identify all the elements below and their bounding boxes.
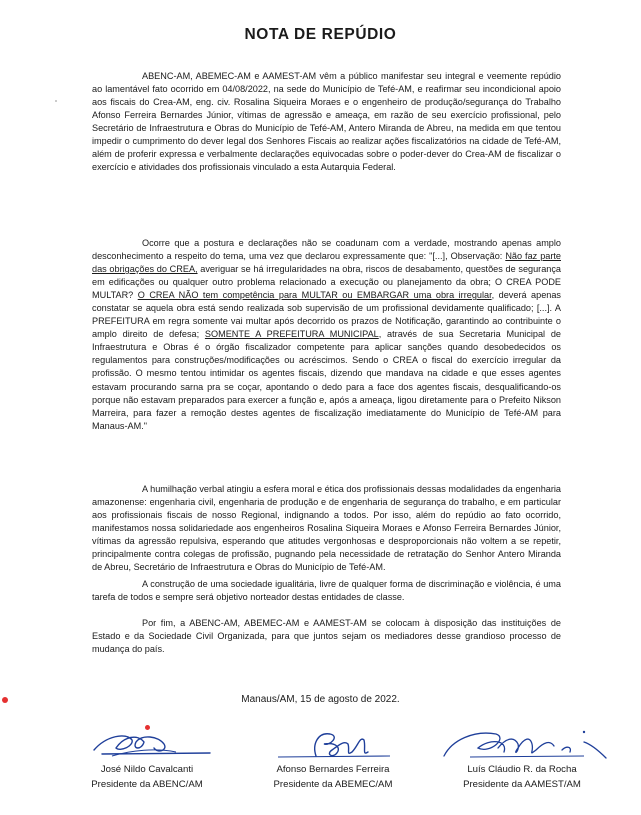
signature-block-3 — [434, 726, 610, 792]
handwritten-signature-1 — [72, 726, 222, 762]
signatory-role-3: Presidente da AAMEST/AM — [463, 779, 581, 790]
signatory-role-1: Presidente da ABENC/AM — [91, 779, 203, 790]
underline-not-crea-obligation: Não faz parte das obrigações do CREA, — [92, 251, 561, 275]
signature-block-2 — [258, 726, 408, 792]
handwritten-signature-3 — [434, 726, 610, 762]
signature-block-1 — [72, 726, 222, 792]
document-date: Manaus/AM, 15 de agosto de 2022. — [241, 694, 400, 705]
signatory-name-1: José Nildo Cavalcanti — [100, 764, 194, 775]
paragraph-1: ABENC-AM, ABEMEC-AM e AAMEST-AM vêm a público manifestar seu integral e veemente repúdio ao lamentável fato ocorrido em 04/08/2022, na sede do Município de Tefé-AM, e reafirmar seu incondicional apoio aos fiscais do Crea-AM, eng. civ. Rosalina Siqueira Moraes e o engenheiro de produção/segurança do Trabalho Afonso Ferreira Bernardes Júnior, vítimas de agressão e ameaça, em razão de seu exercício profissional, pelo Secretário de Infraestrutura e Obras do Município de Tefé-AM, Antero Miranda de Abreu, na medida em que tentou impedir o cumprimento do dever legal dos Senhores Fiscais ao realizar ações fiscalizatórios na cidade de Tefé-AM, além de proferir expressa e verbalmente declarações equivocadas sobre o poder-dever do Crea-AM de fiscalizar o exercício e atividades dos profissionais vinculado a esta Autarquia Federal. — [92, 71, 561, 173]
signatory-name-3: Luís Cláudio R. da Rocha — [467, 764, 577, 775]
paragraph-3: A humilhação verbal atingiu a esfera moral e ética dos profissionais dessas modalidades da engenharia amazonense: engenharia civil, engenharia de produção e de engenharia de segurança do trabalho, e em particular aos profissionais fiscais de nosso Regional, indignando a todos. Por isso, além do repúdio ao fato ocorrido, manifestamos nossa solidariedade aos engenheiros Rosalina Siqueira Moraes e Afonso Ferreira Bernardes Júnior, vítimas da agressão repulsiva, esperando que atitudes vergonhosas e desproporcionais não voltem a se repetir, principalmente contra colegas de profissão, pugnando pela necessidade de retratação do Senhor Antero Miranda de Abreu, Secretário de Infraestrutura e Obras do Município de Tefé-AM. — [92, 484, 561, 573]
signatory-name-2: Afonso Bernardes Ferreira — [276, 764, 390, 775]
handwritten-signature-2 — [258, 726, 408, 762]
document-title: NOTA DE REPÚDIO — [244, 26, 397, 43]
paragraph-2-text-3: , deverá apenas constatar se aquela obra está sendo realizada sob supervisão de um profissional devidamente qualificado; [...]. A PREFEITURA em regra somente vai multar após decorrido os prazos de Notificação, garantindo ao contribuinte o amplo direito de defesa; — [92, 290, 561, 340]
underline-only-prefeitura: SOMENTE A PREFEITURA MUNICIPAL — [204, 329, 379, 340]
paragraph-2-text-1: Ocorre que a postura e declarações não se coadunam com a verdade, mostrando apenas amplo desconhecimento a respeito do tema, uma vez que declarou expressamente que: "[...], Observação: — [92, 238, 561, 262]
paragraph-2 — [92, 237, 561, 433]
paragraph-5: Por fim, a ABENC-AM, ABEMEC-AM e AAMEST-AM se colocam à disposição das instituições de Estado e da Sociedade Civil Organizada, para que juntos sejam os mediadores desse grandioso processo de mudança do país. — [92, 618, 561, 655]
scan-speck — [55, 100, 57, 102]
paragraph-2-text-4: , através de sua Secretaria Municipal de Infraestrutura e Obras é o órgão fiscalizador competente para aplicar sanções quando desobedecidos os regulamentos para construções/modificações ou acréscimos. Sendo o CREA o fiscal do exercício irregular da profissão. O mesmo tentou intimidar os agentes fiscais, dizendo que mandava na cidade e que esses agentes estavam procurando sarna pra se coçar, apontando o dedo para a face dos agentes fiscais, desqualificando-os porque não estavam preparados para exercer a função e, após a ameaça, ligou diretamente para o Prefeito Nikson Marreira, para fazer a remoção destes agentes de fiscalização imediatamente do Município de Tefé-AM para Manaus-AM." — [92, 329, 562, 431]
red-mark-signature — [145, 725, 150, 730]
paragraph-2-text-2: averiguar se há irregularidades na obra, riscos de desabamento, questões de segurança em edificações ou qualquer outro problema relacionado a execução ou planejamento da obra; O CREA PODE MULTAR? — [92, 264, 561, 301]
signatory-role-2: Presidente da ABEMEC/AM — [273, 779, 393, 790]
red-mark-left — [2, 697, 8, 703]
paragraph-4: A construção de uma sociedade igualitária, livre de qualquer forma de discriminação e violência, é uma tarefa de todos e sempre será objetivo norteador destas entidades de classe. — [92, 579, 561, 603]
underline-crea-no-competence: O CREA NÃO tem competência para MULTAR ou EMBARGAR uma obra irregular — [137, 290, 492, 301]
